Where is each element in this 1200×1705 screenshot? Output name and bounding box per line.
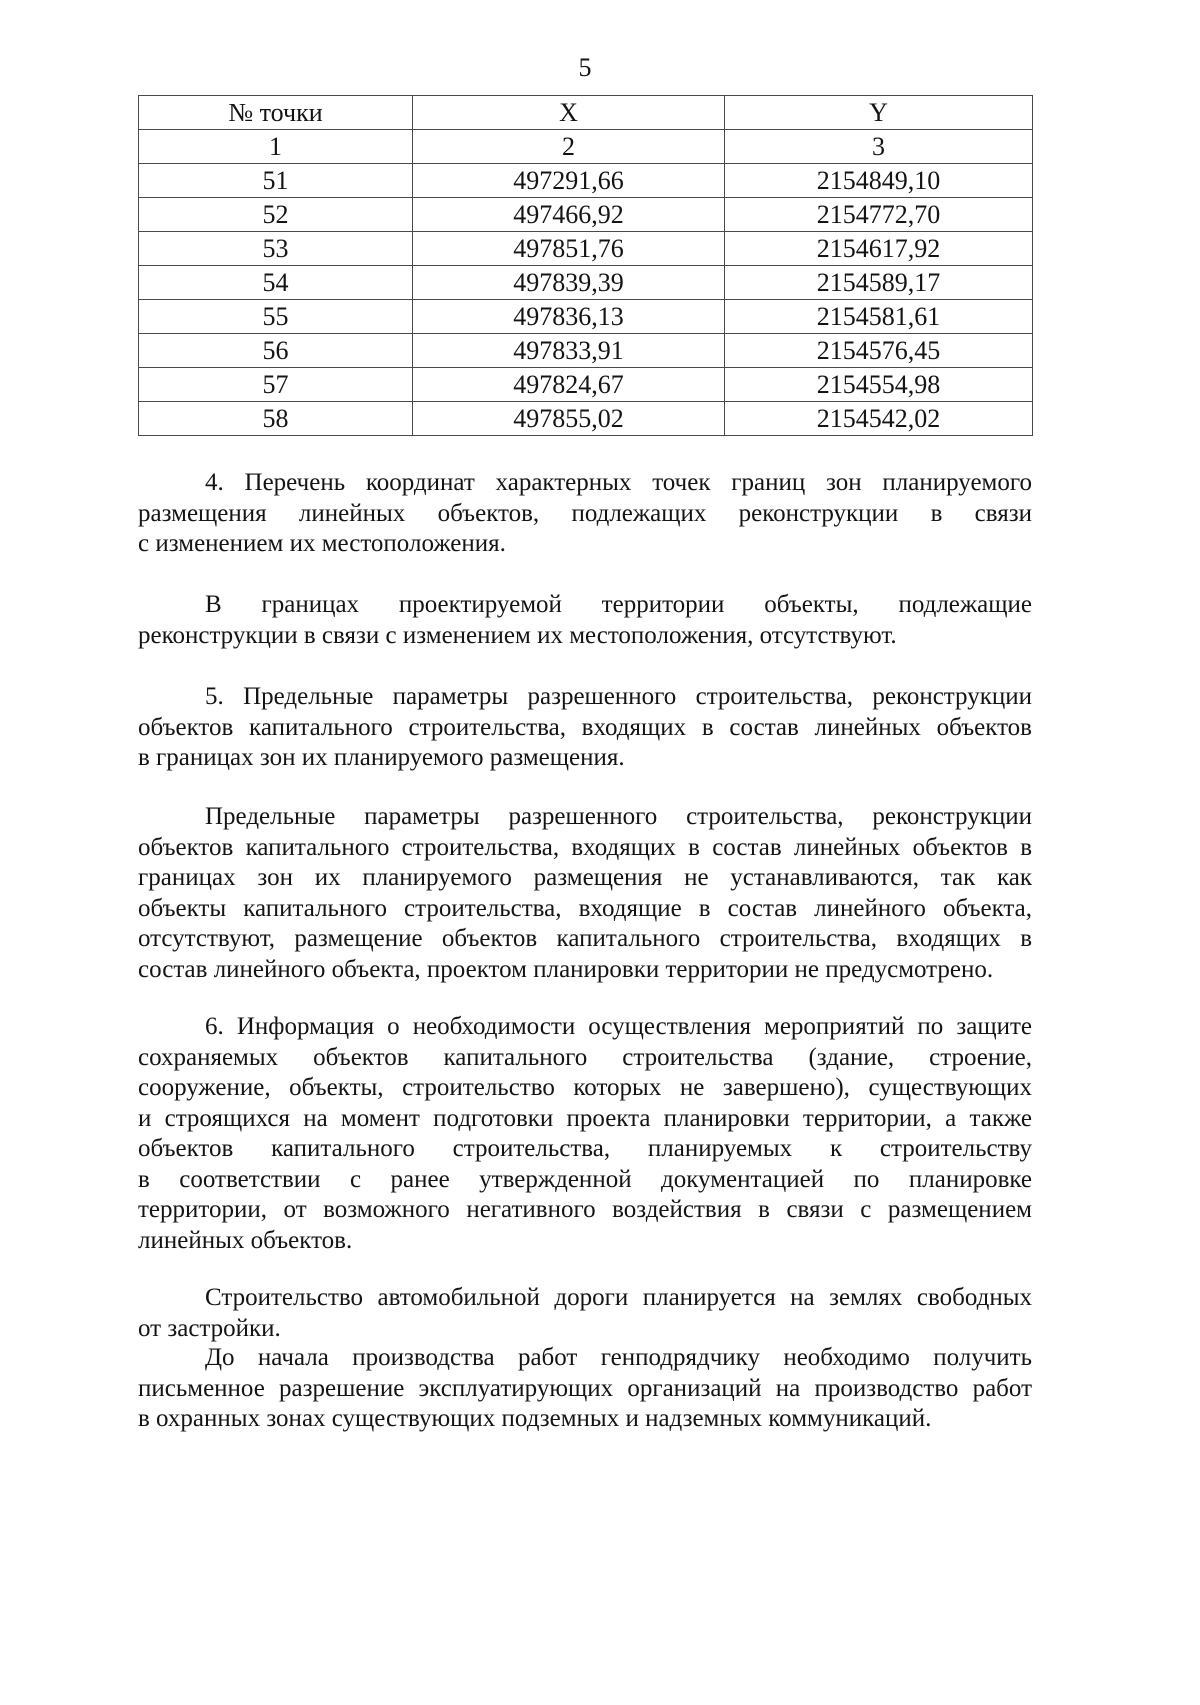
- paragraph-section-5-heading: [138, 682, 1032, 774]
- paragraph-section-4-body: [138, 590, 1032, 651]
- text-line: отсутствуют, размещение объектов капитального строительства, входящих в: [138, 925, 1032, 952]
- header-point-number: № точки: [139, 96, 413, 130]
- table-row: [139, 300, 1033, 334]
- y-cell: 2154772,70: [725, 198, 1033, 232]
- text-line: в границах зон их планируемого размещения.: [138, 744, 625, 771]
- text-line: объектов капитального строительства, планируемых к строительству: [138, 1135, 1032, 1162]
- table-row: [139, 164, 1033, 198]
- text-line: До начала производства работ генподрядчику необходимо получить: [205, 1344, 1032, 1371]
- x-cell: 497466,92: [413, 198, 725, 232]
- page-number: 5: [578, 53, 592, 82]
- point-number-cell: 58: [139, 402, 413, 436]
- text-line: сооружение, объекты, строительство которых не завершено), существующих: [138, 1074, 1032, 1101]
- text-line: в соответствии с ранее утвержденной документацией по планировке: [138, 1165, 1032, 1193]
- table-row: [139, 368, 1033, 402]
- y-cell: 2154581,61: [725, 300, 1033, 334]
- text-line: состав линейного объекта, проектом планировки территории не предусмотрено.: [138, 955, 994, 983]
- text-line: границах зон их планируемого размещения не устанавливаются, так как: [138, 864, 1032, 891]
- coordinates-table: [138, 95, 1033, 436]
- point-number-cell: 55: [139, 300, 413, 334]
- table-row: [139, 402, 1033, 436]
- y-cell: 2154617,92: [725, 232, 1033, 266]
- y-cell: 2154576,45: [725, 334, 1033, 368]
- x-cell: 497291,66: [413, 164, 725, 198]
- text-line: линейных объектов.: [138, 1226, 353, 1254]
- point-number-cell: 57: [139, 368, 413, 402]
- column-number-cell: 2: [413, 130, 725, 164]
- text-line: реконструкции в связи с изменением их местоположения, отсутствуют.: [138, 621, 897, 649]
- text-line: 6. Информация о необходимости осуществления мероприятий по защите: [205, 1013, 1032, 1040]
- paragraph-section-6-heading: [138, 1012, 1032, 1256]
- paragraph-section-6-body: [138, 1283, 1032, 1344]
- text-line: объекты капитального строительства, входящие в состав линейного объекта,: [138, 894, 1032, 922]
- header-x: X: [413, 96, 725, 130]
- text-line: в охранных зонах существующих подземных и надземных коммуникаций.: [138, 1405, 932, 1432]
- paragraph-section-6-requirement: [138, 1343, 1032, 1435]
- point-number-cell: 56: [139, 334, 413, 368]
- column-number-cell: 3: [725, 130, 1033, 164]
- text-line: объектов капитального строительства, входящих в состав линейных объектов: [138, 713, 1032, 741]
- table-row: [139, 198, 1033, 232]
- x-cell: 497839,39: [413, 266, 725, 300]
- column-number-cell: 1: [139, 130, 413, 164]
- x-cell: 497824,67: [413, 368, 725, 402]
- point-number-cell: 51: [139, 164, 413, 198]
- table-header-row: [139, 96, 1033, 130]
- y-cell: 2154849,10: [725, 164, 1033, 198]
- point-number-cell: 53: [139, 232, 413, 266]
- table-row: [139, 232, 1033, 266]
- table-row: [139, 266, 1033, 300]
- text-line: В границах проектируемой территории объекты, подлежащие: [205, 591, 1032, 618]
- text-line: территории, от возможного негативного воздействия в связи с размещением: [138, 1196, 1032, 1223]
- header-y: Y: [725, 96, 1033, 130]
- text-line: сохраняемых объектов капитального строительства (здание, строение,: [138, 1043, 1032, 1071]
- y-cell: 2154554,98: [725, 368, 1033, 402]
- paragraph-section-5-body: [138, 802, 1032, 985]
- point-number-cell: 54: [139, 266, 413, 300]
- text-line: и строящихся на момент подготовки проекта планировки территории, а также: [138, 1104, 1032, 1132]
- paragraph-section-4-heading: [138, 468, 1032, 560]
- x-cell: 497833,91: [413, 334, 725, 368]
- text-line: письменное разрешение эксплуатирующих организаций на производство работ: [138, 1374, 1032, 1402]
- table-column-number-row: [139, 130, 1033, 164]
- x-cell: 497855,02: [413, 402, 725, 436]
- text-line: 4. Перечень координат характерных точек границ зон планируемого: [205, 469, 1032, 496]
- y-cell: 2154542,02: [725, 402, 1033, 436]
- text-line: Строительство автомобильной дороги планируется на землях свободных: [205, 1284, 1032, 1311]
- y-cell: 2154589,17: [725, 266, 1033, 300]
- x-cell: 497836,13: [413, 300, 725, 334]
- text-line: от застройки.: [138, 1314, 281, 1342]
- text-line: Предельные параметры разрешенного строительства, реконструкции: [205, 803, 1032, 830]
- text-line: объектов капитального строительства, входящих в состав линейных объектов в: [138, 833, 1032, 861]
- text-line: с изменением их местоположения.: [138, 530, 506, 557]
- x-cell: 497851,76: [413, 232, 725, 266]
- table-row: [139, 334, 1033, 368]
- text-line: 5. Предельные параметры разрешенного строительства, реконструкции: [205, 683, 1032, 710]
- text-line: размещения линейных объектов, подлежащих реконструкции в связи: [138, 499, 1032, 527]
- point-number-cell: 52: [139, 198, 413, 232]
